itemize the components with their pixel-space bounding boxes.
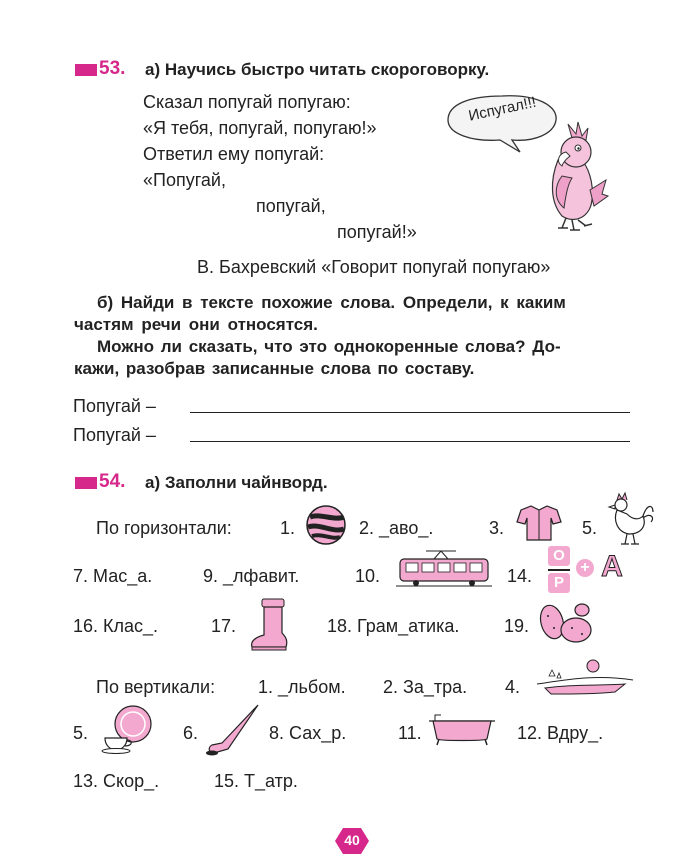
vertical-label: По вертикали:: [96, 677, 216, 697]
hockey-stick-picture: [204, 703, 262, 757]
exercise-53-task-a: а) Научись быстро читать скороговорку.: [145, 60, 490, 79]
v15-word: 15. Т_атр.: [214, 771, 298, 791]
h10-number: 10.: [355, 566, 381, 586]
poem-line-4: «Попугай,: [143, 170, 226, 190]
pajamas-picture: [515, 502, 563, 546]
h16-word: 16. Клас_.: [73, 616, 159, 636]
h17-number: 17.: [211, 616, 237, 636]
v13-word: 13. Скор_.: [73, 771, 160, 791]
h5-number: 5.: [582, 518, 598, 538]
rebus-letter-top: О: [548, 546, 570, 566]
teacup-picture: [99, 704, 157, 754]
ball-picture: [304, 503, 348, 547]
answer-label-1: Попугай –: [73, 396, 156, 416]
rebus-picture: [544, 546, 630, 594]
exercise-54-task-a: а) Заполни чайнворд.: [145, 473, 328, 492]
exercise-marker: [75, 477, 97, 489]
exercise-54-number: 54.: [99, 471, 126, 492]
v1-word: 1. _льбом.: [258, 677, 346, 697]
rebus-letter-bottom: Р: [548, 573, 570, 593]
v12-word: 12. Вдру_.: [517, 723, 604, 743]
parrot-illustration: [528, 120, 610, 235]
poem-author: В. Бахревский «Говорит попугай попугаю»: [197, 257, 551, 277]
page-number: 40: [344, 832, 360, 848]
poem-line-2: «Я тебя, попугай, попугаю!»: [143, 118, 377, 138]
h3-number: 3.: [489, 518, 505, 538]
v5-number: 5.: [73, 723, 89, 743]
potatoes-picture: [536, 600, 598, 646]
task-b-line-3: Можно ли сказать, что это однокоренные слова? До-: [97, 337, 561, 356]
horizontal-label: По горизонтали:: [96, 518, 232, 538]
task-b-line-2: частям речи они относятся.: [74, 315, 318, 334]
speech-bubble-text: Испугал!!!: [467, 93, 538, 125]
v11-number: 11.: [398, 723, 422, 743]
poem-line-5: попугай,: [256, 196, 326, 216]
poem-line-3: Ответил ему попугай:: [143, 144, 325, 164]
winter-landscape-picture: [535, 654, 635, 700]
h9-word: 9. _лфавит.: [203, 566, 300, 586]
bathtub-picture: [427, 711, 497, 749]
exercise-53-number: 53.: [99, 58, 126, 79]
task-b-line-1: б) Найди в тексте похожие слова. Определи, к каким: [97, 293, 566, 312]
rooster-picture: [603, 490, 655, 548]
v8-word: 8. Сах_р.: [269, 723, 347, 743]
poem-line-1: Сказал попугай попугаю:: [143, 92, 351, 112]
answer-line-1[interactable]: [190, 412, 630, 413]
v4-number: 4.: [505, 677, 521, 697]
rebus-letter-a: А: [601, 550, 623, 583]
h18-word: 18. Грам_атика.: [327, 616, 460, 636]
h2-word: 2. _аво_.: [359, 518, 434, 538]
h14-number: 14.: [507, 566, 533, 586]
tram-picture: [396, 547, 492, 589]
answer-label-2: Попугай –: [73, 425, 156, 445]
rebus-plus-icon: +: [576, 559, 594, 577]
answer-line-2[interactable]: [190, 441, 630, 442]
poem-line-6: попугай!»: [337, 222, 417, 242]
v6-number: 6.: [183, 723, 199, 743]
h19-number: 19.: [504, 616, 530, 636]
exercise-marker: [75, 64, 97, 76]
task-b-line-4: кажи, разобрав записанные слова по составу.: [74, 359, 475, 378]
v2-word: 2. За_тра.: [383, 677, 468, 697]
h1-number: 1.: [280, 518, 296, 538]
boot-picture: [246, 597, 292, 653]
h7-word: 7. Мас_а.: [73, 566, 153, 586]
